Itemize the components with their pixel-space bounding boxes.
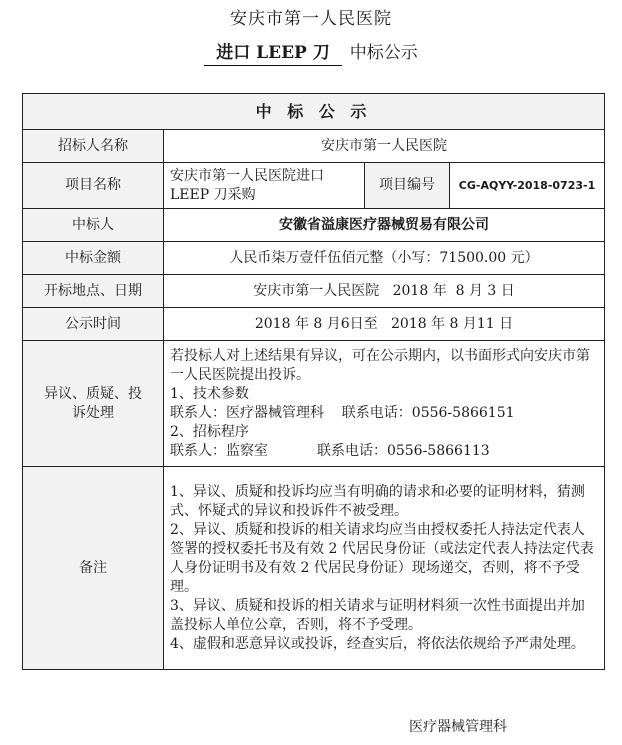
objection-label-line-1: 异议、质疑、投 <box>44 385 142 402</box>
objection-label <box>23 341 164 467</box>
objection-content <box>164 341 605 467</box>
remarks-row <box>23 467 605 670</box>
hospital-heading: 安庆市第一人民医院 <box>230 9 392 29</box>
objection-contact-1: 联系人：医疗器械管理科 联系电话：0556-5866151 <box>170 404 515 421</box>
winner-label: 中标人 <box>23 209 164 242</box>
project-code-value: CG-AQYY-2018-0723-1 <box>450 163 605 209</box>
tenderer-label: 招标人名称 <box>23 130 164 163</box>
footer-department: 医疗器械管理科 <box>409 719 507 735</box>
remark-2: 2、异议、质疑和投诉的相关请求均应当由授权委托人持法定代表人签署的授权委托书及有效 2 代居民身份证（或法定代表人持法定代表人身份证明书及有效 2 代居民身份证）现场递交，否则，将不予受理。 <box>170 521 594 595</box>
publicity-value: 2018 年 8 月6日至 2018 年 8 月11 日 <box>164 308 605 341</box>
opening-label: 开标地点、日期 <box>23 275 164 308</box>
objection-label-line-2: 诉处理 <box>72 404 114 421</box>
project-name-label: 项目名称 <box>23 163 164 209</box>
table-title-row <box>23 94 605 130</box>
opening-value: 安庆市第一人民医院 2018 年 8 月 3 日 <box>164 275 605 308</box>
objection-item-1: 1、技术参数 <box>170 385 249 402</box>
tenderer-row <box>23 130 605 163</box>
bid-award-table <box>22 93 605 670</box>
publicity-label: 公示时间 <box>23 308 164 341</box>
objection-item-2: 2、招标程序 <box>170 423 249 440</box>
project-code-label: 项目编号 <box>365 163 450 209</box>
remark-1: 1、异议、质疑和投诉均应当有明确的请求和必要的证明材料，猜测式、怀疑式的异议和投诉件不被受理。 <box>170 483 585 519</box>
amount-label: 中标金额 <box>23 242 164 275</box>
winner-value: 安徽省溢康医疗器械贸易有限公司 <box>164 209 605 242</box>
title-suffix: 中标公示 <box>349 43 418 63</box>
opening-row <box>23 275 605 308</box>
remarks-label: 备注 <box>23 467 164 670</box>
remarks-content <box>164 467 605 670</box>
remark-3: 3、异议、质疑和投诉的相关请求与证明材料须一次性书面提出并加盖投标人单位公章，否则，将不予受理。 <box>170 597 585 633</box>
title-underlined: 进口 LEEP 刀 <box>204 38 342 66</box>
remark-4: 4、虚假和恶意异议或投诉，经查实后，将依法依规给予严肃处理。 <box>170 635 585 652</box>
objection-intro: 若投标人对上述结果有异议，可在公示期内，以书面形式向安庆市第一人民医院提出投诉。 <box>170 347 590 383</box>
project-name-value: 安庆市第一人民医院进口 LEEP 刀采购 <box>164 163 365 209</box>
publicity-row <box>23 308 605 341</box>
amount-row <box>23 242 605 275</box>
amount-value: 人民币柒万壹仟伍佰元整（小写：71500.00 元） <box>164 242 605 275</box>
table-title: 中 标 公 示 <box>23 94 605 130</box>
page-title <box>0 38 622 66</box>
objection-contact-2: 联系人：监察室 联系电话：0556-5866113 <box>170 442 490 459</box>
winner-row <box>23 209 605 242</box>
tenderer-value: 安庆市第一人民医院 <box>164 130 605 163</box>
project-row <box>23 163 605 209</box>
objection-row <box>23 341 605 467</box>
